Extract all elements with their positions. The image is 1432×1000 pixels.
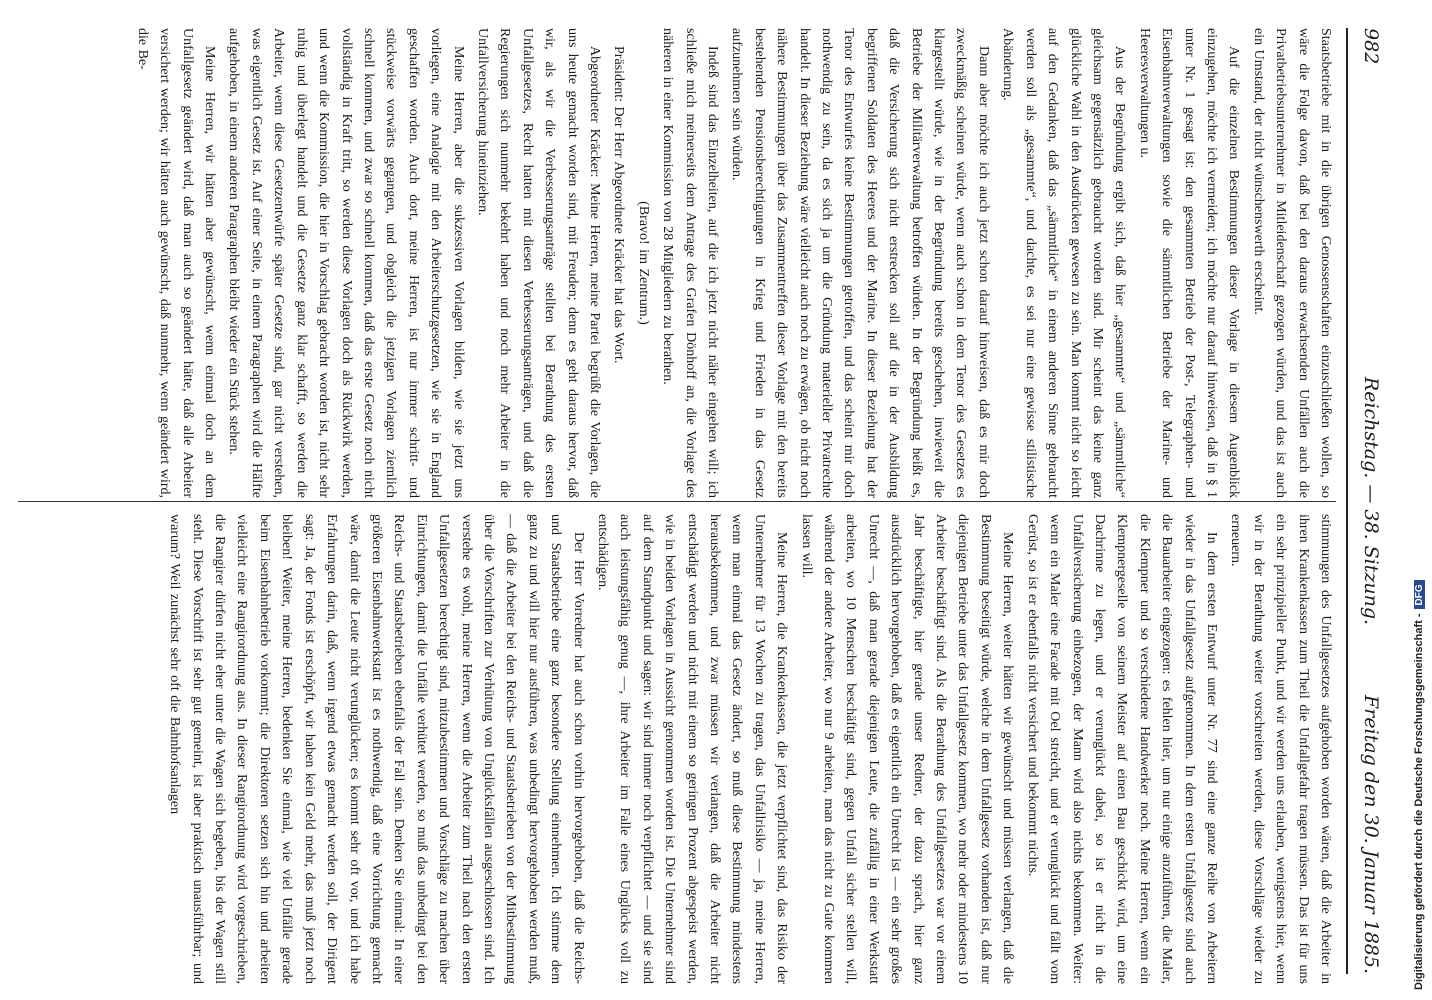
session-title: Reichstag. — 38. Sitzung.: [1360, 376, 1382, 626]
dfg-credit-text: Digitalisierung gefördert durch die Deutsche Forschungsgemeinschaft -: [1413, 613, 1425, 990]
speaker-paragraph: Abgeordneter Kräcker: Meine Herren, meine Partei begrüßt die Vorlagen, die uns heute gemacht worden sind, mit Freuden; denn es geht daraus hervor, daß wir, als wir die Verbesserungsanträge stellten bei Berathung des ersten Unfallgesetzes, Recht hatten mit diesen Verbesserungsanträgen, und daß die Regierungen sich nunmehr bekehrt haben und noch mehr Arbeiter in die Unfallversicherung hineinziehen.: [474, 28, 602, 498]
paragraph: Indeß sind das Einzelheiten, auf die ich jetzt nicht näher eingehen will; ich schließe mich meinerseits dem Antrage des Grafen Dönhoff an, die Vorlage des näheren in einer Kommission von 28 Mitgliedern zu berathen.: [660, 28, 721, 498]
dfg-sidebar: [1412, 0, 1432, 1000]
column-divider: [18, 501, 1336, 502]
paragraph: Meine Herren, weiter hätten wir gewünscht und müssen verlangen, daß die Bestimmung beseitigt würde, welche in dem Unfallgesetz vorhanden ist, daß nur diejenigen Betriebe unter das Unfallgesetz kommen, wo mehr oder mindestens 10 Arbeiter beschäftigt sind. Als die Berathung des Unfallgesetzes war vor einem Jahr beschäftigte, hier gerade unser Redner, der dazu sprach, hier ganz ausdrücklich hervorgehoben, daß es eigentlich ein Unrecht ist — ein sehr großes Unrecht —, daß man gerade diejenigen Leute, die zufällig in einer Werkstatt arbeiten, wo 10 Menschen beschäftigt sind, gegen Unfall sicher stellen will, während der andere Arbeiter, wo nur 9 arbeiten, man das nicht zu Gute kommen lassen will.: [798, 514, 1016, 984]
left-column: [16, 28, 1336, 498]
paragraph: Aus der Begründung ergibt sich, daß hier „gesammte“ und „sämmtliche“ gleichsam gegensätzlich gebraucht worden sind. Mir scheint das keine ganz glückliche Wahl in den Ausdrücken gewesen zu sein. Man kommt nicht so leicht auf den Gedanken, daß das „sämmtliche“ in einem anderen Sinne gebraucht werden soll als „gesammte“, und dachte, es sei nur eine gewisse stilistische Abänderung.: [1000, 28, 1128, 498]
paragraph: Dann aber möchte ich auch jetzt schon darauf hinweisen, daß es mir doch zweckmäßig scheinen würde, wenn auch schon in dem Tenor des Gesetzes es klargestellt würde, wie in der Begründung bereits geschehen, inwieweit die Betriebe der Militärverwaltung betroffen würden. In der Begründung heißt es, daß die Versicherung sich nicht erstrecken soll auf die in der Ausbildung begriffenen Soldaten des Heeres und der Marine. In dieser Beziehung hat der Tenor des Entwurfes keine Bestimmungen getroffen, und das scheint mir doch nothwendig zu sein, da es sich ja um die Gründung materieller Privatrechte handelt. In dieser Beziehung wäre vielleicht auch noch zu erwägen, ob nicht noch nähere Bestimmungen über das Zusammentreffen dieser Vorlage mit den bereits bestehenden Pensionsberechtigungen in Krieg und Frieden in das Gesetz aufzunehmen sein würden.: [729, 28, 991, 498]
page-number: 982: [1360, 28, 1382, 65]
right-column: [16, 514, 1336, 984]
president-speech: Präsident: Der Herr Abgeordnete Kräcker hat das Wort.: [611, 46, 627, 364]
paragraph: stimmungen des Unfallgesetzes aufgehoben worden wären, daß die Arbeiter in ihren Krankenkassen zum Theil die Unfallgefahr tragen müssen. Das ist für uns ein sehr prinzipieller Punkt, und wir werden uns erlauben, wenigstens hier, wenn wir in der Berathung weiter vorschreiten werden, diese Vorschläge wieder zu erneuern.: [1228, 514, 1333, 984]
page-header: [1346, 28, 1388, 974]
dfg-badge: DFG: [1414, 580, 1425, 609]
session-date: Freitag den 30. Januar 1885.: [1360, 695, 1382, 974]
paragraph: Der Herr Vorredner hat auch schon vorhin hervorgehoben, daß die Reichs- und Staatsbetriebe eine ganz besondere Stellung einnehmen. Ich stimme dem ganz zu und will hier nur ausführen, was unbedingt hervorgehoben werden muß, — daß die Arbeiter bei den Reichs- und Staatsbetrieben von der Mitbestimmung über die Vorschriften zur Verhütung von Unglücksfällen ausgeschlossen sind. Ich verstehe es wohl, meine Herren, wenn die Arbeiter zum Theil nach den ersten Unfallgesetzen berechtigt sind, mitzubestimmen und Vorschläge zu machen über Einrichtungen, damit die Unfälle verhütet werden, so muß das unbedingt bei den Reichs- und Staatsbetrieben ebenfalls der Fall sein. Denken Sie einmal: In einer größeren Eisenbahnwerkstatt ist es nothwendig, daß eine Vorrichtung gemacht wäre, damit die Leute nicht verunglücken; es kommt sehr oft vor, und ich habe Erfahrungen darin, daß, wenn irgend etwas gemacht werden soll, der Dirigent sagt: Ja, der Fonds ist erschöpft, wir haben kein Geld mehr, das muß jetzt noch bleiben! Weiter, meine Herren, bedenken Sie einmal, wie viel Unfälle gerade beim Eisenbahnbetrieb vorkommt; die Direktoren setzen sich hin und arbeiten vielleicht eine Rangirordnung aus. In dieser Rangirordnung wird vorgeschrieben, die Rangirer dürfen nicht eher unter die Wagen sich begeben, bis der Wagen still steht. Diese Vorschrift ist sehr gut gemeint, ist aber praktisch unausführbar; und warum? Weil zunächst sehr oft die Bahnhofsanlagen: [167, 514, 586, 984]
dfg-credit: [1413, 0, 1425, 990]
paragraph: Meine Herren, aber die sukzessiven Vorlagen bilden, wie sie jetzt uns vorliegen, eine Analogie mit den Arbeiterschutzgesetzen, wie sie in England geschaffen worden. Auch dort, meine Herren, ist nur immer schritt- und stückweise vorwärts gegangen, und obgleich die jetzigen Vorlagen ziemlich schnell kommen, und zwar so schnell kommen, daß das erste Gesetz noch nicht vollständig in Kraft tritt, so werden diese Vorlagen doch als Rückwirk werden, und wenn die Kommission, die hier in Vorschlag gebracht worden ist, nicht sehr ruhig und überlegt handelt und die Gesetze ganz klar schafft, so werden die Arbeiter, wenn diese Gesetzentwürfe später Gesetze sind, gar nicht verstehen, was eigentlich Gesetz ist. Auf einer Seite, in einem Paragraphen wird die Hälfte aufgehoben, in einem anderen Paragraphen bleibt wieder ein Stück stehen.: [226, 28, 466, 498]
applause-note: (Bravo! im Zentrum.): [635, 201, 651, 325]
paragraph: In dem ersten Entwurf unter Nr. 77 sind eine ganze Reihe von Arbeitern wieder in das Unfallgesetz aufgenommen. In dem ersten Unfallgesetz sind auch die Bauarbeiter eingezogen: es fehlen hier, um nur einige anzuführen, die Maler, die Klempner und so verschiedene Handwerker noch. Meine Herren, wenn ein Klempnergeselle von seinem Meister auf einen Bau geschickt wird, um eine Dachrinne zu legen, und er verunglückt dabei, so ist er nicht in die Unfallversicherung einbezogen, der Mann wird also nichts bekommen. Weiter: wenn ein Maler eine Facade mit Oel streicht, und er verunglückt und fällt vom Gerüst, so ist er ebenfalls nicht versichert und bekommt nichts.: [1024, 514, 1219, 984]
paragraph: Auf die einzelnen Bestimmungen dieser Vorlage in diesem Augenblick einzugehen, möchte ich vermeiden; ich möchte nur darauf hinweisen, daß in § 1 unter Nr. 1 gesagt ist: den gesammten Betrieb der Post-, Telegraphen- und Eisenbahnverwaltungen sowie die sämmtlichen Betriebe der Marine- und Heeresverwaltungen u.: [1136, 28, 1242, 498]
paragraph: Meine Herren, wir hätten aber gewünscht, wenn einmal doch an dem Unfallgesetz geändert wird, daß man auch so geändert hätte, daß alle Arbeiter versichert werden; wir hätten auch gewünscht, daß nunmehr, wenn geändert wird, die Be-: [134, 28, 218, 498]
paragraph: Staatsbetriebe mit in die übrigen Genossenschaften einzuschließen wollen, so wäre die Folge davon, daß bei den daraus erwachsenden Unfällen auch die Privatbetriebsunternehmer in Mitleidenschaft gezogen würden, und das ist auch ein Umstand, der nicht wünschenswerth erscheint.: [1250, 28, 1333, 498]
paragraph: Meine Herren, die Krankenkassen, die jetzt verpflichtet sind, das Risiko der Unternehmer für 13 Wochen zu tragen, das Unfallrisiko — ja, meine Herren, wenn man einmal das Gesetz ändert, so muß diese Bestimmung mindestens herausbekommen, und zwar müssen wir verlangen, daß die Arbeiter nicht entschädigt werden und nicht mit einem so geringen Prozent abgespeist werden, wie in beiden Vorlagen in Aussicht genommen worden ist. Die Unternehmer sind auf dem Standpunkt und sagen: wir sind immer noch verpflichtet — und sie sind auch leistungsfähig genug —, ihre Arbeiter im Falle eines Unglücks voll zu entschädigen.: [595, 514, 790, 984]
